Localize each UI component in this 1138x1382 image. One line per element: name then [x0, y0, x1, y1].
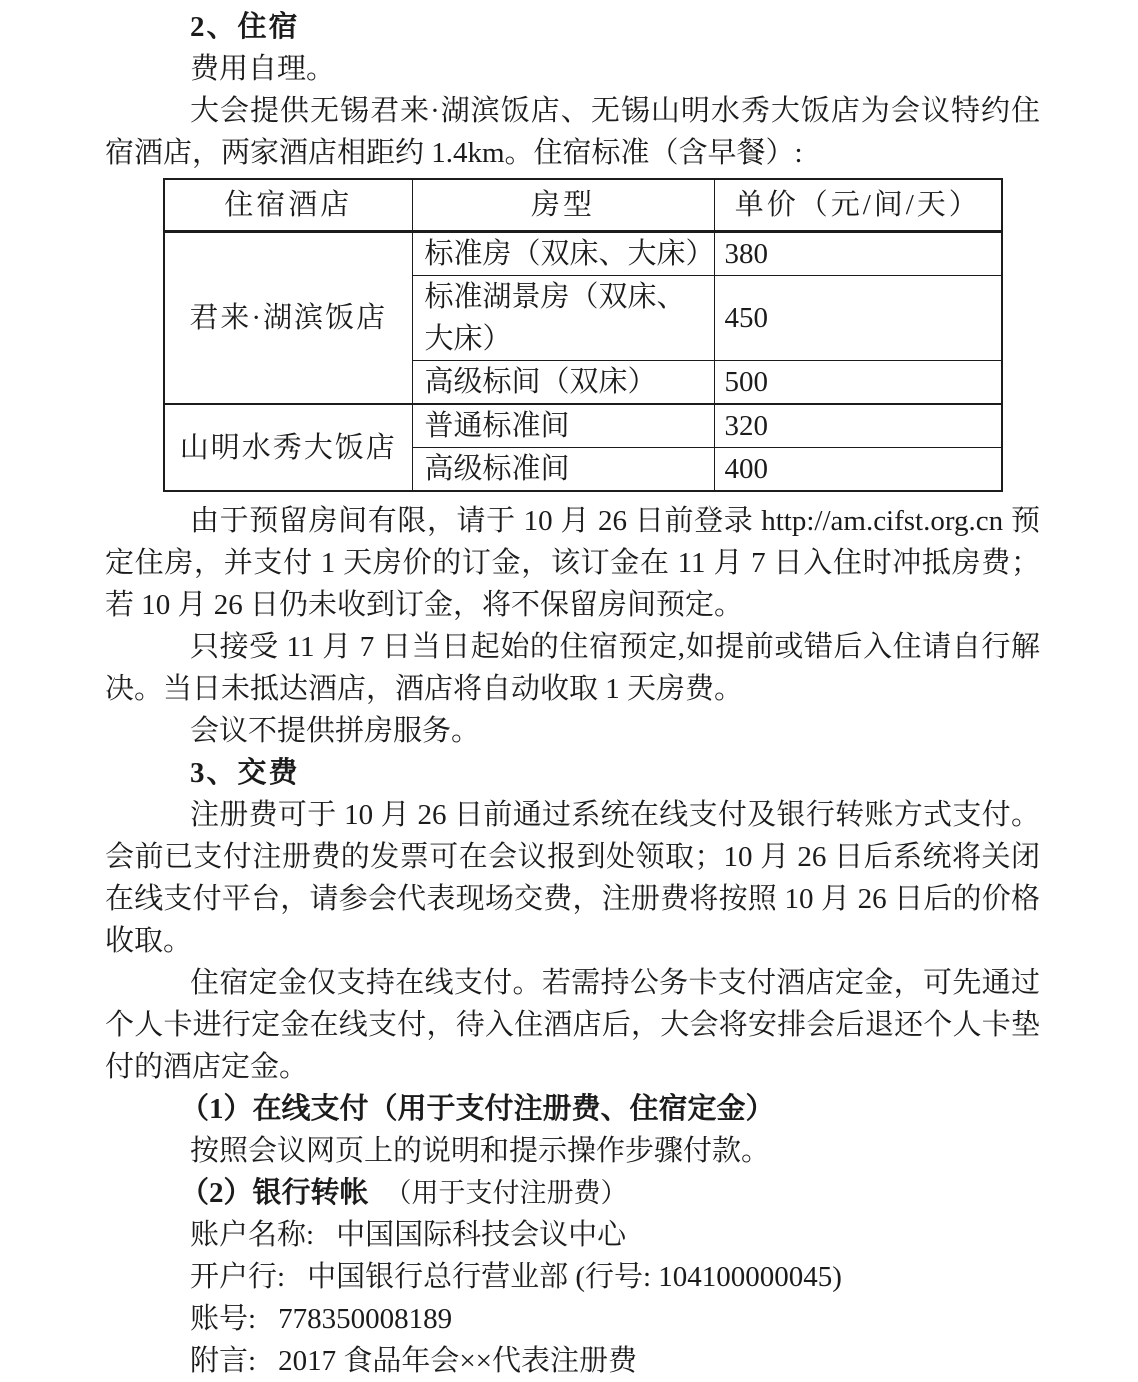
room-type-cell: 高级标准间: [412, 448, 714, 492]
col-header-unit-price: 单价（元/间/天）: [714, 179, 1002, 232]
para-booking-deadline: 由于预留房间有限，请于 10 月 26 日前登录 http://am.cifst.org.cn 预定住房，并支付 1 天房价的订金，该订金在 11 月 7 日入住时冲抵房费；若 10 月 26 日仍未收到订金，将不保留房间预定。: [105, 505, 1040, 621]
para-fee-self-paid: 费用自理。: [190, 53, 336, 85]
bank-branch-line: [105, 1256, 1040, 1298]
room-price-cell: 400: [714, 448, 1002, 492]
bank-transfer-heading-title: （2）银行转帐: [180, 1177, 369, 1209]
para-hotel-intro: 大会提供无锡君来·湖滨饭店、无锡山明水秀大饭店为会议特约住宿酒店，两家酒店相距约 1.4km。住宿标准（含早餐）:: [105, 95, 1040, 169]
room-price-cell: 500: [714, 361, 1002, 405]
bank-account-name-label: 账户名称:: [190, 1219, 315, 1251]
bank-account-name-line: [105, 1214, 1040, 1256]
bank-account-number-value: 778350008189: [278, 1303, 453, 1335]
room-price-cell: 320: [714, 404, 1002, 448]
bank-account-number-label: 账号:: [190, 1303, 257, 1335]
bank-transfer-heading-note: （用于支付注册费）: [384, 1178, 628, 1208]
online-payment-heading: （1）在线支付（用于支付注册费、住宿定金）: [180, 1093, 775, 1125]
bank-branch-label: 开户行:: [190, 1261, 286, 1293]
room-type-cell: 标准房（双床、大床）: [412, 232, 714, 276]
payment-section-heading: 3、交费: [190, 757, 300, 789]
bank-transfer-heading: [105, 1172, 1040, 1214]
para-registration-payment: 注册费可于 10 月 26 日前通过系统在线支付及银行转账方式支付。会前已支付注册费的发票可在会议报到处领取；10 月 26 日后系统将关闭在线支付平台，请参会代表现场交费，注册费将按照 10 月 26 日后的价格收取。: [105, 799, 1040, 957]
room-price-cell: 380: [714, 232, 1002, 276]
col-header-hotel: 住宿酒店: [164, 179, 412, 232]
room-type-cell: 标准湖景房（双床、大床）: [412, 276, 714, 361]
bank-memo-value: 2017 食品年会××代表注册费: [278, 1345, 638, 1377]
room-type-cell: 高级标间（双床）: [412, 361, 714, 405]
para-checkin-policy: 只接受 11 月 7 日当日起始的住宿预定,如提前或错后入住请自行解决。当日未抵达酒店，酒店将自动收取 1 天房费。: [105, 631, 1040, 705]
accommodation-section-heading: 2、住宿: [190, 11, 300, 43]
bank-memo-line: [105, 1340, 1040, 1382]
para-online-payment-instructions: 按照会议网页上的说明和提示操作步骤付款。: [190, 1135, 771, 1167]
accommodation-table: [163, 178, 1003, 492]
bank-account-name-value: 中国国际科技会议中心: [336, 1219, 627, 1251]
room-price-cell: 450: [714, 276, 1002, 361]
room-type-cell: 普通标准间: [412, 404, 714, 448]
bank-account-number-line: [105, 1298, 1040, 1340]
bank-branch-value: 中国银行总行营业部 (行号: 104100000045): [307, 1261, 842, 1293]
bank-memo-label: 附言:: [190, 1345, 257, 1377]
hotel-name-cell: 君来·湖滨饭店: [164, 232, 412, 405]
table-header-row: [164, 179, 1002, 232]
table-row: [164, 404, 1002, 448]
para-no-room-sharing: 会议不提供拼房服务。: [190, 715, 481, 747]
hotel-name-cell: 山明水秀大饭店: [164, 404, 412, 491]
para-deposit-policy: 住宿定金仅支持在线支付。若需持公务卡支付酒店定金，可先通过个人卡进行定金在线支付，待入住酒店后，大会将安排会后退还个人卡垫付的酒店定金。: [105, 967, 1040, 1083]
table-row: [164, 232, 1002, 276]
col-header-room-type: 房型: [412, 179, 714, 232]
